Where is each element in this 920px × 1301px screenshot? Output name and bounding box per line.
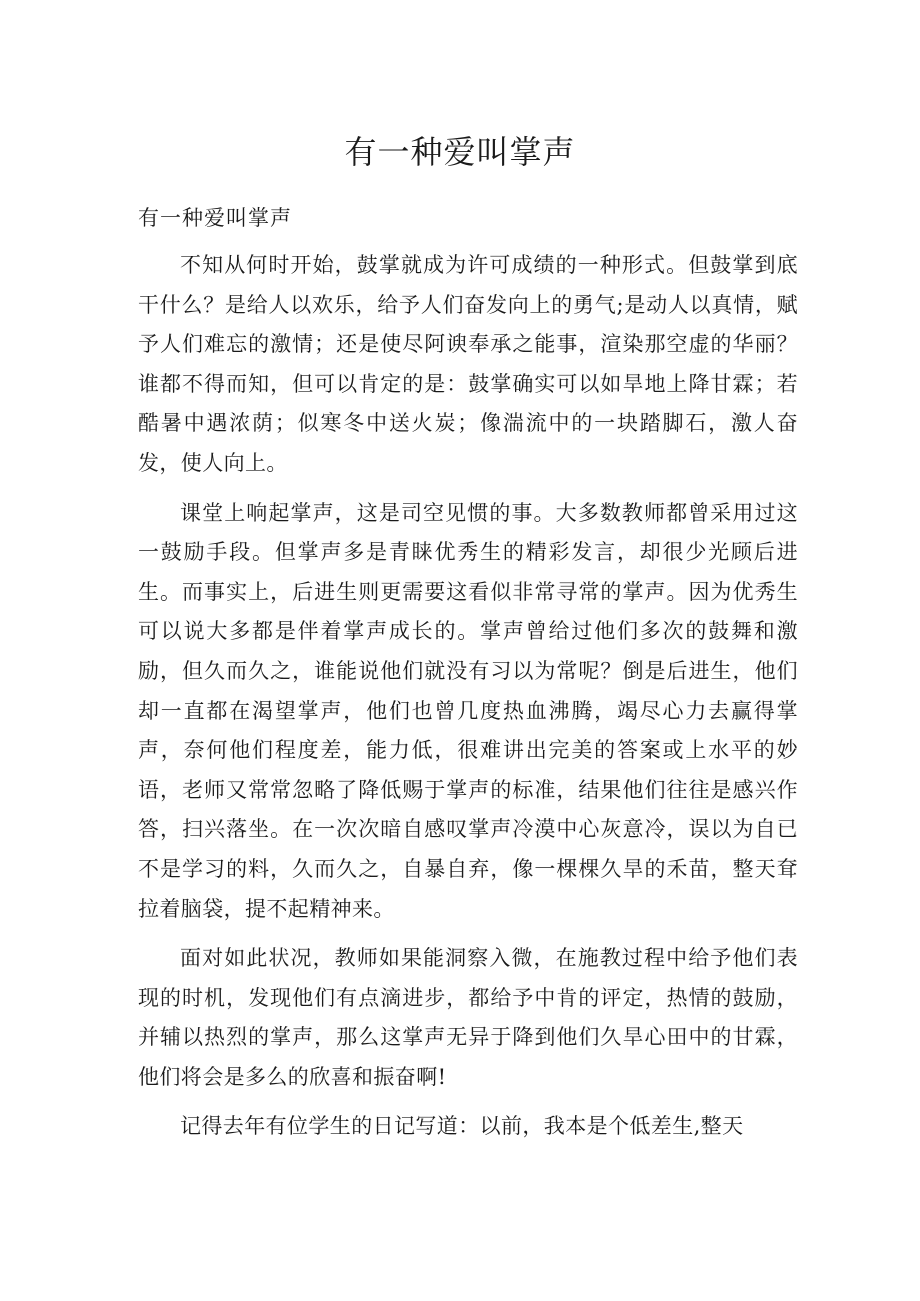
document-body — [138, 246, 798, 1157]
paragraph: 课堂上响起掌声，这是司空见惯的事。大多数教师都曾采用过这一鼓励手段。但掌声多是青睐优秀生的精彩发言，却很少光顾后进生。而事实上，后进生则更需要这看似非常寻常的掌声。因为优秀生可以说大多都是伴着掌声成长的。掌声曾给过他们多次的鼓舞和激励，但久而久之，谁能说他们就没有习以为常呢？倒是后进生，他们却一直都在渴望掌声，他们也曾几度热血沸腾，竭尽心力去赢得掌声，奈何他们程度差，能力低，很难讲出完美的答案或上水平的妙语，老师又常常忽略了降低赐于掌声的标准，结果他们往往是感兴作答，扫兴落坐。在一次次暗自感叹掌声冷漠中心灰意冷，误以为自已不是学习的料，久而久之，自暴自弃，像一棵棵久旱的禾苗，整天耷拉着脑袋，提不起精神来。 — [138, 500, 798, 921]
document-subtitle: 有一种爱叫掌声 — [138, 206, 292, 230]
document-title: 有一种爱叫掌声 — [344, 133, 576, 171]
paragraph: 面对如此状况，教师如果能洞察入微，在施教过程中给予他们表现的时机，发现他们有点滴进步，都给予中肯的评定，热情的鼓励，并辅以热烈的掌声，那么这掌声无异于降到他们久旱心田中的甘霖，他们将会是多么的欣喜和振奋啊! — [138, 946, 798, 1089]
paragraph: 记得去年有位学生的日记写道：以前，我本是个低差生,整天 — [180, 1114, 744, 1139]
paragraph: 不知从何时开始，鼓掌就成为许可成绩的一种形式。但鼓掌到底干什么？是给人以欢乐，给予人们奋发向上的勇气;是动人以真情，赋予人们难忘的激情；还是使尽阿谀奉承之能事，渲染那空虚的华丽？谁都不得而知，但可以肯定的是：鼓掌确实可以如旱地上降甘霖；若酷暑中遇浓荫；似寒冬中送火炭；像湍流中的一块踏脚石，激人奋发，使人向上。 — [138, 253, 798, 475]
